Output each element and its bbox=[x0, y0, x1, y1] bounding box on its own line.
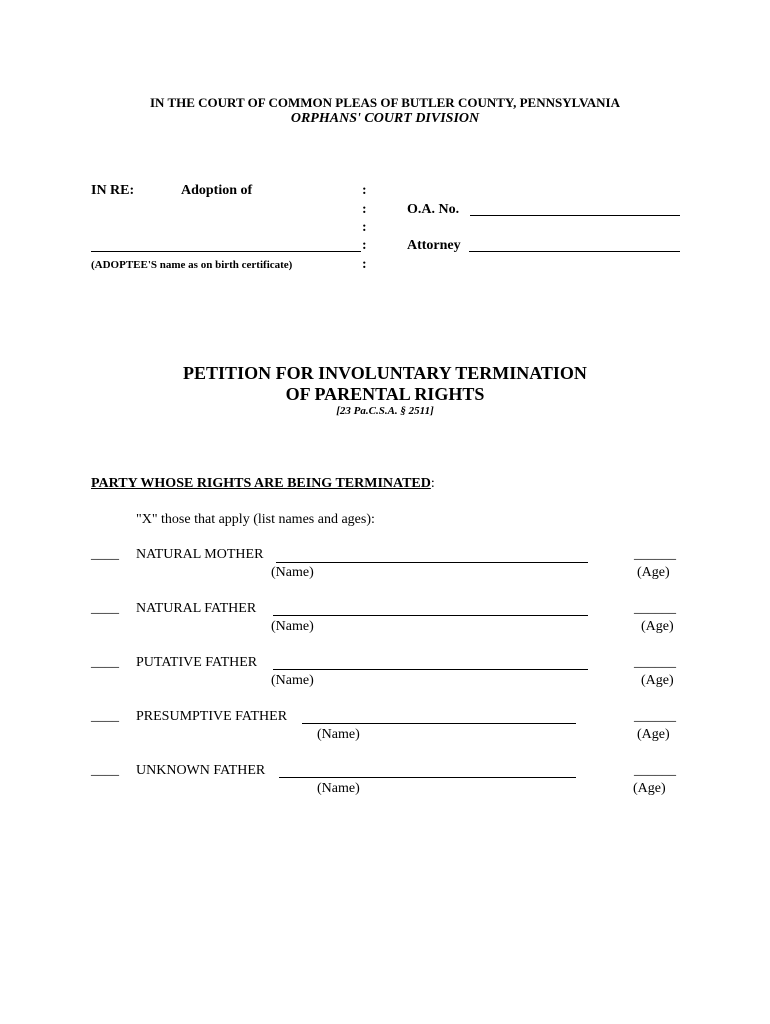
caption-colon: : bbox=[362, 220, 367, 235]
petition-title-line2: OF PARENTAL RIGHTS bbox=[285, 384, 485, 404]
section-heading-text: PARTY WHOSE RIGHTS ARE BEING TERMINATED bbox=[91, 476, 431, 491]
caption-colon: : bbox=[362, 257, 367, 272]
oa-no-field[interactable] bbox=[470, 215, 680, 216]
natural-mother-label: NATURAL MOTHER bbox=[136, 547, 264, 562]
presumptive-father-name-field[interactable] bbox=[302, 723, 576, 724]
natural-father-name-field[interactable] bbox=[273, 615, 588, 616]
presumptive-father-age-caption: (Age) bbox=[637, 727, 670, 742]
putative-father-name-caption: (Name) bbox=[271, 673, 314, 688]
adoption-of-label: Adoption of bbox=[181, 183, 253, 198]
natural-mother-age-caption: (Age) bbox=[637, 565, 670, 580]
adoptee-note: (ADOPTEE'S name as on birth certificate) bbox=[91, 259, 293, 271]
unknown-father-checkbox[interactable]: ____ bbox=[91, 763, 119, 778]
caption-colon: : bbox=[362, 238, 367, 253]
statute-citation: [23 Pa.C.S.A. § 2511] bbox=[336, 405, 434, 417]
putative-father-age-caption: (Age) bbox=[641, 673, 674, 688]
unknown-father-label: UNKNOWN FATHER bbox=[136, 763, 266, 778]
attorney-label: Attorney bbox=[407, 238, 461, 253]
putative-father-age-field[interactable]: ______ bbox=[634, 655, 676, 670]
natural-father-label: NATURAL FATHER bbox=[136, 601, 257, 616]
unknown-father-name-caption: (Name) bbox=[317, 781, 360, 796]
natural-mother-age-field[interactable]: ______ bbox=[634, 547, 676, 562]
natural-father-name-caption: (Name) bbox=[271, 619, 314, 634]
presumptive-father-name-caption: (Name) bbox=[317, 727, 360, 742]
presumptive-father-label: PRESUMPTIVE FATHER bbox=[136, 709, 288, 724]
court-header: IN THE COURT OF COMMON PLEAS OF BUTLER COUNTY, PENNSYLVANIA bbox=[149, 95, 621, 110]
petition-title-line1: PETITION FOR INVOLUNTARY TERMINATION bbox=[183, 363, 587, 383]
attorney-field[interactable] bbox=[469, 251, 680, 252]
adoptee-name-field[interactable] bbox=[91, 251, 361, 252]
putative-father-name-field[interactable] bbox=[273, 669, 588, 670]
natural-father-age-caption: (Age) bbox=[641, 619, 674, 634]
oa-no-label: O.A. No. bbox=[407, 202, 460, 217]
presumptive-father-age-field[interactable]: ______ bbox=[634, 709, 676, 724]
in-re-label: IN RE: bbox=[91, 183, 135, 198]
division-header: ORPHANS' COURT DIVISION bbox=[290, 111, 480, 126]
unknown-father-age-field[interactable]: ______ bbox=[634, 763, 676, 778]
presumptive-father-checkbox[interactable]: ____ bbox=[91, 709, 119, 724]
caption-colon: : bbox=[362, 202, 367, 217]
putative-father-label: PUTATIVE FATHER bbox=[136, 655, 258, 670]
section-heading bbox=[91, 476, 435, 492]
natural-mother-name-caption: (Name) bbox=[271, 565, 314, 580]
section-heading-colon: : bbox=[430, 476, 435, 491]
natural-mother-checkbox[interactable]: ____ bbox=[91, 547, 119, 562]
caption-colon: : bbox=[362, 183, 367, 198]
natural-father-age-field[interactable]: ______ bbox=[634, 601, 676, 616]
natural-father-checkbox[interactable]: ____ bbox=[91, 601, 119, 616]
unknown-father-age-caption: (Age) bbox=[633, 781, 666, 796]
natural-mother-name-field[interactable] bbox=[276, 562, 588, 563]
section-instruction: "X" those that apply (list names and ages): bbox=[136, 512, 375, 527]
putative-father-checkbox[interactable]: ____ bbox=[91, 655, 119, 670]
unknown-father-name-field[interactable] bbox=[279, 777, 576, 778]
